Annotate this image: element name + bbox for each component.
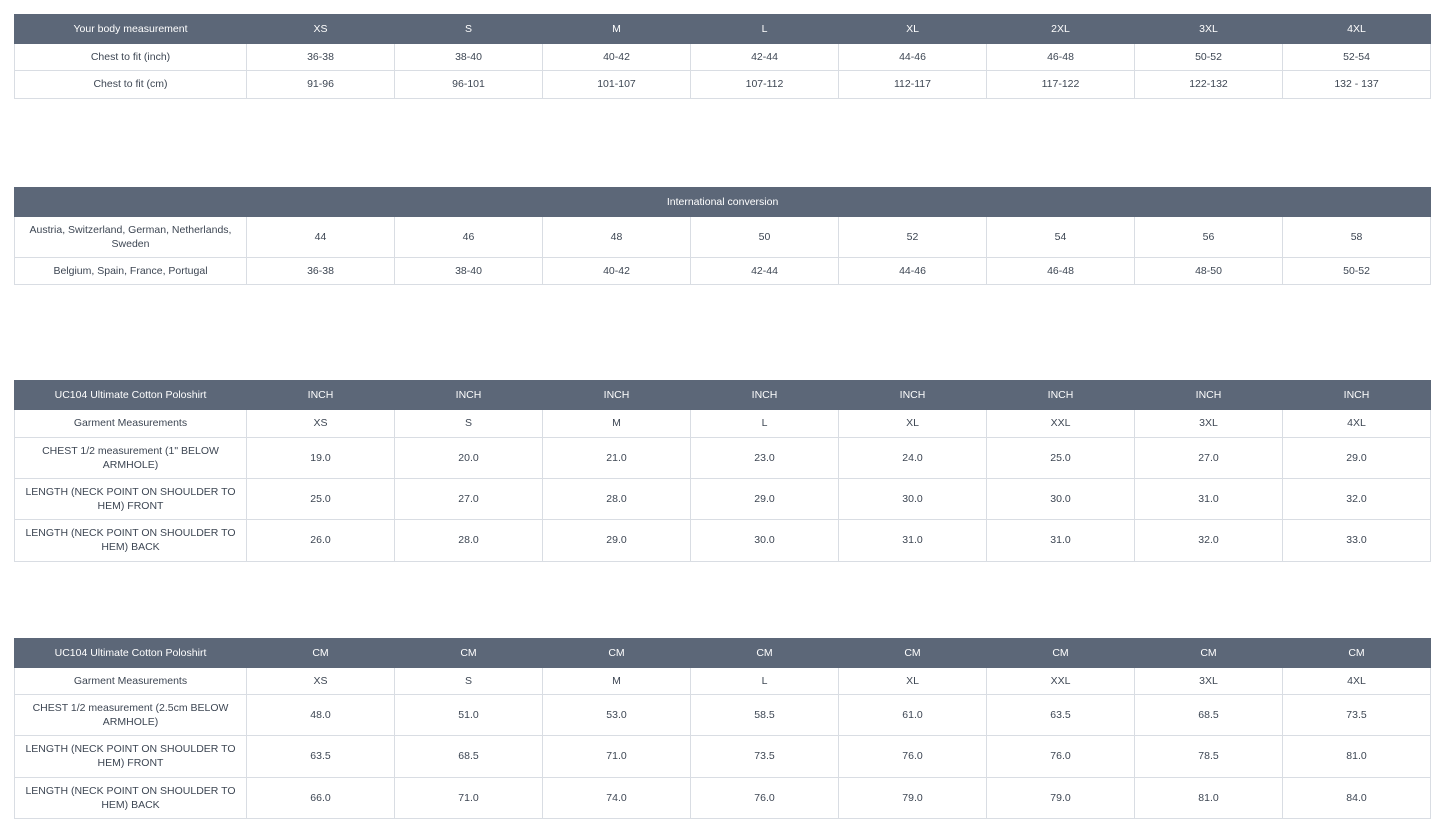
cell: 132 - 137 (1283, 71, 1431, 98)
column-header: L (691, 15, 839, 44)
column-header: CM (543, 638, 691, 667)
spacer (14, 562, 1431, 638)
cell: 107-112 (691, 71, 839, 98)
cell: 31.0 (987, 520, 1135, 561)
column-header: INCH (1135, 381, 1283, 410)
table-row (15, 667, 1431, 694)
cell: 76.0 (691, 777, 839, 818)
cell: 42-44 (691, 258, 839, 285)
table-row (15, 410, 1431, 437)
cell: 24.0 (839, 437, 987, 478)
cell: 91-96 (247, 71, 395, 98)
column-header: INCH (691, 381, 839, 410)
table-header-row (15, 187, 1431, 216)
table-row (15, 437, 1431, 478)
cell: 29.0 (1283, 437, 1431, 478)
cell: 112-117 (839, 71, 987, 98)
cell: 68.5 (1135, 694, 1283, 735)
cell: 81.0 (1283, 736, 1431, 777)
cell: 101-107 (543, 71, 691, 98)
column-header: CM (1283, 638, 1431, 667)
table-row (15, 258, 1431, 285)
column-header: CM (395, 638, 543, 667)
column-header: XL (839, 15, 987, 44)
cell: 56 (1135, 216, 1283, 257)
cell: 31.0 (839, 520, 987, 561)
table-row (15, 694, 1431, 735)
cell: 117-122 (987, 71, 1135, 98)
cell: 46 (395, 216, 543, 257)
cell: L (691, 410, 839, 437)
cell: 73.5 (691, 736, 839, 777)
cell: 50-52 (1283, 258, 1431, 285)
cell: 71.0 (543, 736, 691, 777)
cell: 71.0 (395, 777, 543, 818)
cell: 51.0 (395, 694, 543, 735)
column-header: CM (1135, 638, 1283, 667)
cell: 32.0 (1135, 520, 1283, 561)
cell: 31.0 (1135, 478, 1283, 519)
cell: XS (247, 667, 395, 694)
cell: 50-52 (1135, 44, 1283, 71)
cell: 61.0 (839, 694, 987, 735)
cell: S (395, 410, 543, 437)
cell: 40-42 (543, 258, 691, 285)
row-label: LENGTH (NECK POINT ON SHOULDER TO HEM) BACK (15, 777, 247, 818)
table-row (15, 44, 1431, 71)
cell: 63.5 (247, 736, 395, 777)
cell: 29.0 (691, 478, 839, 519)
column-header: INCH (247, 381, 395, 410)
row-label: LENGTH (NECK POINT ON SHOULDER TO HEM) BACK (15, 520, 247, 561)
column-header: INCH (839, 381, 987, 410)
cell: 58 (1283, 216, 1431, 257)
column-header: XS (247, 15, 395, 44)
table-title: International conversion (15, 187, 1431, 216)
cell: 29.0 (543, 520, 691, 561)
column-header: Your body measurement (15, 15, 247, 44)
row-label: LENGTH (NECK POINT ON SHOULDER TO HEM) FRONT (15, 736, 247, 777)
cell: 46-48 (987, 44, 1135, 71)
cell: 66.0 (247, 777, 395, 818)
table-header-row (15, 15, 1431, 44)
row-label: Austria, Switzerland, German, Netherlands, Sweden (15, 216, 247, 257)
column-header: CM (987, 638, 1135, 667)
column-header: CM (691, 638, 839, 667)
cell: L (691, 667, 839, 694)
cell: 36-38 (247, 258, 395, 285)
cell: 19.0 (247, 437, 395, 478)
cell: 25.0 (987, 437, 1135, 478)
column-header: CM (839, 638, 987, 667)
column-header: INCH (1283, 381, 1431, 410)
table-row (15, 478, 1431, 519)
table-row (15, 520, 1431, 561)
cell: 53.0 (543, 694, 691, 735)
cell: 30.0 (839, 478, 987, 519)
table-row (15, 777, 1431, 818)
cell: M (543, 667, 691, 694)
garment-measurements-cm-table (14, 638, 1431, 819)
cell: XXL (987, 410, 1135, 437)
cell: 44-46 (839, 44, 987, 71)
cell: 20.0 (395, 437, 543, 478)
cell: 33.0 (1283, 520, 1431, 561)
cell: 44-46 (839, 258, 987, 285)
cell: 73.5 (1283, 694, 1431, 735)
cell: 54 (987, 216, 1135, 257)
cell: 26.0 (247, 520, 395, 561)
cell: XS (247, 410, 395, 437)
cell: 28.0 (395, 520, 543, 561)
row-label: Garment Measurements (15, 667, 247, 694)
cell: 32.0 (1283, 478, 1431, 519)
cell: XL (839, 667, 987, 694)
column-header: 2XL (987, 15, 1135, 44)
spacer (14, 99, 1431, 187)
column-header: S (395, 15, 543, 44)
cell: 96-101 (395, 71, 543, 98)
cell: 27.0 (395, 478, 543, 519)
row-label: CHEST 1/2 measurement (2.5cm BELOW ARMHOLE) (15, 694, 247, 735)
table-row (15, 216, 1431, 257)
cell: 122-132 (1135, 71, 1283, 98)
cell: 63.5 (987, 694, 1135, 735)
spacer (14, 285, 1431, 380)
column-header: 4XL (1283, 15, 1431, 44)
cell: 40-42 (543, 44, 691, 71)
table-header-row (15, 381, 1431, 410)
cell: 48-50 (1135, 258, 1283, 285)
cell: 52 (839, 216, 987, 257)
cell: 58.5 (691, 694, 839, 735)
column-header: 3XL (1135, 15, 1283, 44)
cell: S (395, 667, 543, 694)
cell: XL (839, 410, 987, 437)
cell: 48 (543, 216, 691, 257)
cell: 76.0 (987, 736, 1135, 777)
cell: 68.5 (395, 736, 543, 777)
column-header: INCH (543, 381, 691, 410)
cell: 84.0 (1283, 777, 1431, 818)
cell: 50 (691, 216, 839, 257)
cell: 36-38 (247, 44, 395, 71)
cell: 48.0 (247, 694, 395, 735)
cell: 23.0 (691, 437, 839, 478)
cell: 52-54 (1283, 44, 1431, 71)
cell: 79.0 (987, 777, 1135, 818)
column-header: INCH (395, 381, 543, 410)
row-label: LENGTH (NECK POINT ON SHOULDER TO HEM) FRONT (15, 478, 247, 519)
cell: 21.0 (543, 437, 691, 478)
cell: 4XL (1283, 667, 1431, 694)
column-header: CM (247, 638, 395, 667)
column-header: UC104 Ultimate Cotton Poloshirt (15, 381, 247, 410)
column-header: M (543, 15, 691, 44)
cell: 25.0 (247, 478, 395, 519)
row-label: Garment Measurements (15, 410, 247, 437)
cell: 38-40 (395, 258, 543, 285)
garment-measurements-inch-table (14, 380, 1431, 561)
cell: 3XL (1135, 410, 1283, 437)
table-header-row (15, 638, 1431, 667)
international-conversion-table (14, 187, 1431, 286)
cell: XXL (987, 667, 1135, 694)
cell: 4XL (1283, 410, 1431, 437)
cell: 76.0 (839, 736, 987, 777)
cell: 28.0 (543, 478, 691, 519)
body-measurement-table (14, 14, 1431, 99)
row-label: CHEST 1/2 measurement (1" BELOW ARMHOLE) (15, 437, 247, 478)
cell: M (543, 410, 691, 437)
table-row (15, 736, 1431, 777)
cell: 30.0 (987, 478, 1135, 519)
row-label: Chest to fit (cm) (15, 71, 247, 98)
cell: 3XL (1135, 667, 1283, 694)
cell: 42-44 (691, 44, 839, 71)
cell: 44 (247, 216, 395, 257)
cell: 27.0 (1135, 437, 1283, 478)
cell: 30.0 (691, 520, 839, 561)
row-label: Chest to fit (inch) (15, 44, 247, 71)
cell: 79.0 (839, 777, 987, 818)
row-label: Belgium, Spain, France, Portugal (15, 258, 247, 285)
cell: 81.0 (1135, 777, 1283, 818)
table-row (15, 71, 1431, 98)
column-header: INCH (987, 381, 1135, 410)
cell: 46-48 (987, 258, 1135, 285)
column-header: UC104 Ultimate Cotton Poloshirt (15, 638, 247, 667)
cell: 78.5 (1135, 736, 1283, 777)
cell: 74.0 (543, 777, 691, 818)
cell: 38-40 (395, 44, 543, 71)
